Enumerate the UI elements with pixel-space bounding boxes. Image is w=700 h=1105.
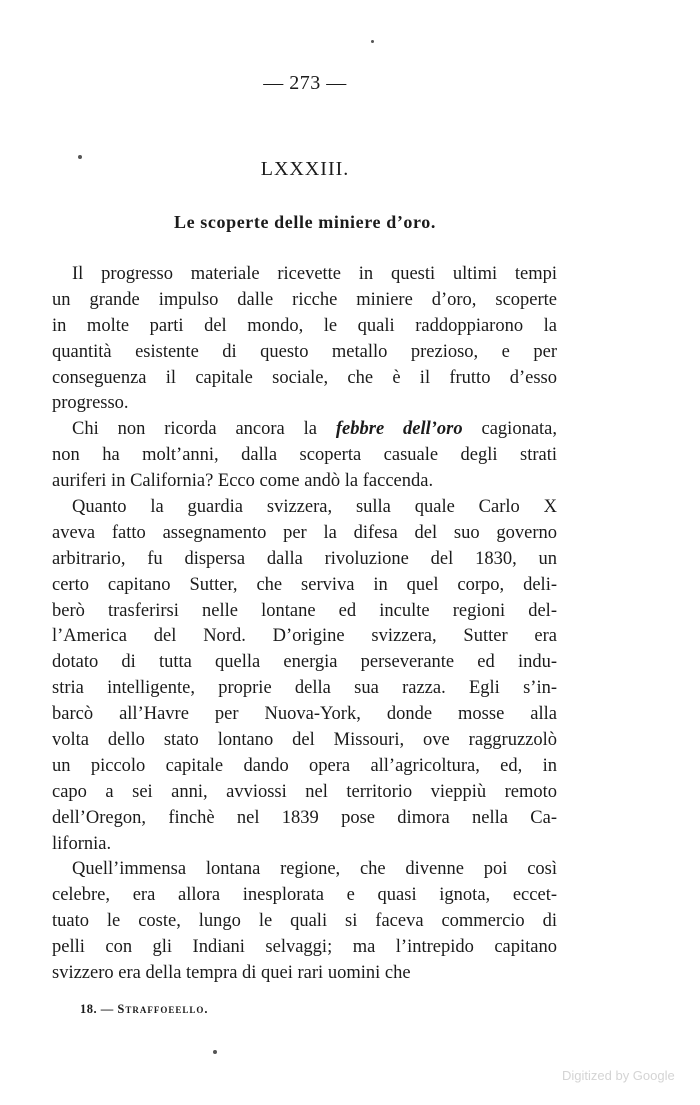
- ink-speck: [371, 40, 374, 43]
- text-line: capo a sei anni, avviossi nel territorio vieppiù remoto: [52, 781, 557, 802]
- text-line: progresso.: [52, 393, 129, 414]
- text-line: Il progresso materiale ricevette in questi ultimi tempi: [72, 264, 557, 284]
- text-line: lifornia.: [52, 833, 112, 854]
- text-line: [52, 417, 557, 443]
- text-line: dotato di tutta quella energia perseverante ed indu-: [52, 652, 557, 673]
- text-segment: cagionata,: [462, 419, 558, 440]
- paragraph: [52, 495, 557, 857]
- text-line: aveva fatto assegnamento per la difesa del suo governo: [52, 522, 557, 543]
- text-line: arbitrario, fu dispersa dalla rivoluzione del 1830, un: [52, 548, 557, 569]
- text-line: non ha molt’anni, dalla scoperta casuale degli strati: [52, 445, 557, 466]
- footer-signature: [80, 1002, 208, 1017]
- text-line: quantità esistente di questo metallo prezioso, e per: [52, 341, 557, 362]
- signature-name: Straffoeello.: [117, 1002, 209, 1016]
- text-line: pelli con gli Indiani selvaggi; ma l’intrepido capitano: [52, 937, 557, 958]
- text-line: certo capitano Sutter, che serviva in quel corpo, deli-: [52, 574, 557, 595]
- body-text: [52, 262, 557, 987]
- text-line: auriferi in California? Ecco come andò la faccenda.: [52, 471, 434, 492]
- signature-sheet: 18. —: [80, 1002, 114, 1016]
- text-line: l’America del Nord. D’origine svizzera, Sutter era: [52, 626, 557, 647]
- ink-speck: [78, 155, 82, 159]
- text-line: stria intelligente, proprie della sua razza. Egli s’in-: [52, 678, 557, 699]
- paragraph: [52, 417, 557, 495]
- emphasized-phrase: febbre dell’oro: [335, 419, 463, 440]
- text-line: dell’Oregon, finchè nel 1839 pose dimora nella Ca-: [52, 807, 557, 828]
- ink-speck: [213, 1050, 217, 1054]
- text-line: celebre, era allora inesplorata e quasi ignota, eccet-: [52, 885, 557, 906]
- text-line: tuato le coste, lungo le quali si faceva commercio di: [52, 911, 557, 932]
- chapter-number: LXXXIII.: [260, 158, 350, 180]
- text-line: conseguenza il capitale sociale, che è il frutto d’esso: [52, 367, 557, 388]
- text-line: berò trasferirsi nelle lontane ed inculte regioni del-: [52, 600, 557, 621]
- text-line: Quanto la guardia svizzera, sulla quale Carlo X: [72, 497, 557, 518]
- text-line: barcò all’Havre per Nuova-York, donde mosse alla: [52, 704, 557, 725]
- text-line: volta dello stato lontano del Missouri, ove raggruzzolò: [52, 730, 557, 751]
- text-line: un piccolo capitale dando opera all’agricoltura, ed, in: [52, 755, 557, 776]
- text-segment: Chi non ricorda ancora la: [72, 419, 336, 440]
- text-line: Quell’immensa lontana regione, che divenne poi così: [72, 859, 557, 880]
- watermark: Digitized by Google: [562, 1068, 675, 1083]
- paragraph: [52, 857, 557, 986]
- chapter-title: Le scoperte delle miniere d’oro.: [174, 212, 436, 232]
- text-line: un grande impulso dalle ricche miniere d’oro, scoperte: [52, 289, 557, 310]
- page-number: — 273 —: [263, 72, 347, 94]
- text-line: in molte parti del mondo, le quali raddoppiarono la: [52, 315, 557, 336]
- paragraph: [52, 262, 557, 417]
- text-line: svizzero era della tempra di quei rari uomini che: [52, 963, 411, 984]
